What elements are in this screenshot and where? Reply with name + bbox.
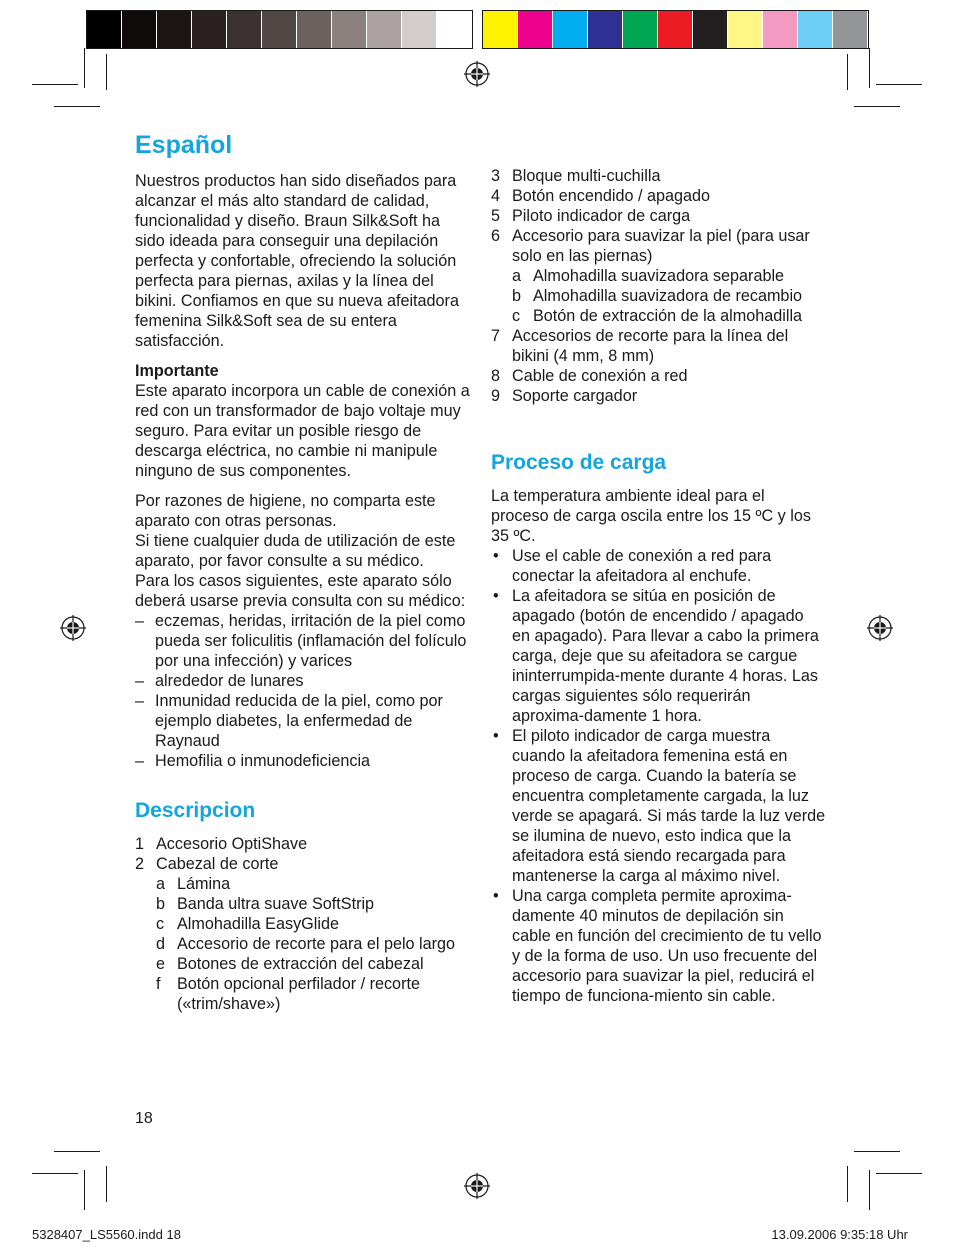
crop-mark — [854, 1151, 900, 1152]
list-item: – eczemas, heridas, irritación de la piel como pueda ser foliculitis (inflamación del folículo por una infección) y varices — [135, 612, 467, 670]
color-swatch — [483, 11, 518, 48]
right-column — [491, 166, 826, 1006]
color-swatch — [693, 11, 728, 48]
color-swatch — [157, 11, 192, 48]
list-item: a Almohadilla suavizadora separable — [512, 267, 785, 285]
list-item: f Botón opcional perfilador / recorte («trim/shave») — [156, 975, 420, 1013]
list-item: 5 Piloto indicador de carga — [491, 207, 691, 225]
grayscale-color-bar — [86, 10, 473, 49]
crop-mark — [106, 54, 107, 90]
important-paragraph: Este aparato incorpora un cable de conexión a red con un transformador de bajo voltaje muy seguro. Para evitar un posible riesgo de descarga eléctrica, no cambie ni manipule ninguno de sus componentes. — [135, 382, 470, 480]
color-swatch — [437, 11, 472, 48]
consult-list — [135, 611, 470, 771]
list-item: b Banda ultra suave SoftStrip — [156, 895, 375, 913]
crop-mark — [84, 1170, 85, 1210]
color-swatch — [553, 11, 588, 48]
list-item: c Almohadilla EasyGlide — [156, 915, 339, 933]
footer-timestamp: 13.09.2006 9:35:18 Uhr — [771, 1227, 908, 1242]
crop-mark — [54, 1151, 100, 1152]
crop-mark — [869, 48, 870, 88]
list-item: 2 Cabezal de corte — [135, 855, 279, 873]
color-swatch — [227, 11, 262, 48]
carga-heading: Proceso de carga — [491, 451, 667, 474]
crop-mark — [106, 1166, 107, 1202]
list-item: 7 Accesorios de recorte para la línea del bikini (4 mm, 8 mm) — [491, 327, 789, 365]
page-title: Español — [135, 131, 233, 159]
list-item: e Botones de extracción del cabezal — [156, 955, 424, 973]
list-item: – Hemofilia o inmunodeficiencia — [135, 752, 371, 770]
crop-mark — [876, 1173, 922, 1174]
hygiene-paragraph: Por razones de higiene, no comparta este aparato con otras personas. — [135, 492, 436, 530]
important-heading: Importante — [135, 362, 219, 380]
crop-mark — [847, 54, 848, 90]
process-color-bar — [482, 10, 869, 49]
parts-list-continued — [491, 166, 826, 406]
list-item: 9 Soporte cargador — [491, 387, 638, 405]
crop-mark — [869, 1170, 870, 1210]
color-swatch — [728, 11, 763, 48]
carga-list — [491, 546, 826, 1006]
list-item: 3 Bloque multi-cuchilla — [491, 167, 661, 185]
parts-list — [135, 834, 470, 1014]
list-item: 1 Accesorio OptiShave — [135, 835, 308, 853]
list-item: 4 Botón encendido / apagado — [491, 187, 711, 205]
list-item: c Botón de extracción de la almohadilla — [512, 307, 803, 325]
list-item: 8 Cable de conexión a red — [491, 367, 688, 385]
color-swatch — [658, 11, 693, 48]
crop-mark — [84, 48, 85, 88]
descripcion-heading: Descripcion — [135, 799, 256, 822]
consult-paragraph: Para los casos siguientes, este aparato sólo deberá usarse previa consulta con su médico: — [135, 572, 466, 610]
color-swatch — [402, 11, 437, 48]
color-swatch — [588, 11, 623, 48]
registration-mark-icon — [464, 1173, 490, 1199]
color-swatch — [833, 11, 868, 48]
intro-paragraph: Nuestros productos han sido diseñados para alcanzar el más alto standard de calidad, funcionalidad y diseño. Braun Silk&Soft ha sido ideada para conseguir una depilación perfecta y confortable, ofreciendo la solución perfecta para piernas, axilas y la línea del bikini. Confiamos en que su nueva afeitadora femenina Silk&Soft sea de su entera satisfacción. — [135, 172, 459, 350]
color-swatch — [332, 11, 367, 48]
list-item: – alrededor de lunares — [135, 672, 304, 690]
crop-mark — [32, 84, 78, 85]
registration-mark-icon — [60, 615, 86, 641]
crop-mark — [54, 106, 100, 107]
color-swatch — [623, 11, 658, 48]
list-item: • El piloto indicador de carga muestra cuando la afeitadora femenina está en proceso de carga. Cuando la batería se encuentra completamente cargada, la luz verde se apagará. Si más tarde la luz verde se ilumina de nuevo, esto indica que la afeitadora está siendo recargada para mantenerse la carga al máximo nivel. — [493, 727, 826, 885]
color-swatch — [122, 11, 157, 48]
list-item: • Use el cable de conexión a red para conectar la afeitadora al enchufe. — [493, 547, 772, 585]
carga-intro: La temperatura ambiente ideal para el proceso de carga oscila entre los 15 ºC y los 35 ºC. — [491, 487, 811, 545]
crop-mark — [847, 1166, 848, 1202]
page-number: 18 — [135, 1110, 153, 1127]
doubt-paragraph: Si tiene cualquier duda de utilización de este aparato, por favor consulte a su médico. — [135, 532, 456, 570]
list-item: • La afeitadora se sitúa en posición de apagado (botón de encendido / apagado en apagado). Para llevar a cabo la primera carga, deje que su afeitadora se cargue ininterrumpida-mente durante 4 horas. Las cargas siguientes sólo requerirán aproxima-damente 1 hora. — [493, 587, 819, 725]
color-swatch — [87, 11, 122, 48]
registration-mark-icon — [464, 61, 490, 87]
crop-mark — [854, 106, 900, 107]
list-item: d Accesorio de recorte para el pelo largo — [156, 935, 456, 953]
color-swatch — [763, 11, 798, 48]
color-swatch — [297, 11, 332, 48]
list-item: • Una carga completa permite aproxima-damente 40 minutos de depilación sin cable en función del crecimiento de tu vello y de la forma de uso. Un uso frecuente del accesorio para suavizar la piel, reducirá el tiempo de funciona-miento sin cable. — [493, 887, 822, 1005]
list-item: 6 Accesorio para suavizar la piel (para usar solo en las piernas) — [491, 227, 810, 265]
footer-filename: 5328407_LS5560.indd 18 — [32, 1227, 181, 1242]
list-item: b Almohadilla suavizadora de recambio — [512, 287, 803, 305]
color-swatch — [518, 11, 553, 48]
list-item: – Inmunidad reducida de la piel, como por ejemplo diabetes, la enfermedad de Raynaud — [135, 692, 443, 750]
color-swatch — [192, 11, 227, 48]
color-swatch — [367, 11, 402, 48]
registration-mark-icon — [867, 615, 893, 641]
list-item: a Lámina — [156, 875, 231, 893]
crop-mark — [32, 1173, 78, 1174]
color-swatch — [798, 11, 833, 48]
crop-mark — [876, 84, 922, 85]
color-swatch — [262, 11, 297, 48]
left-column — [135, 130, 470, 1014]
